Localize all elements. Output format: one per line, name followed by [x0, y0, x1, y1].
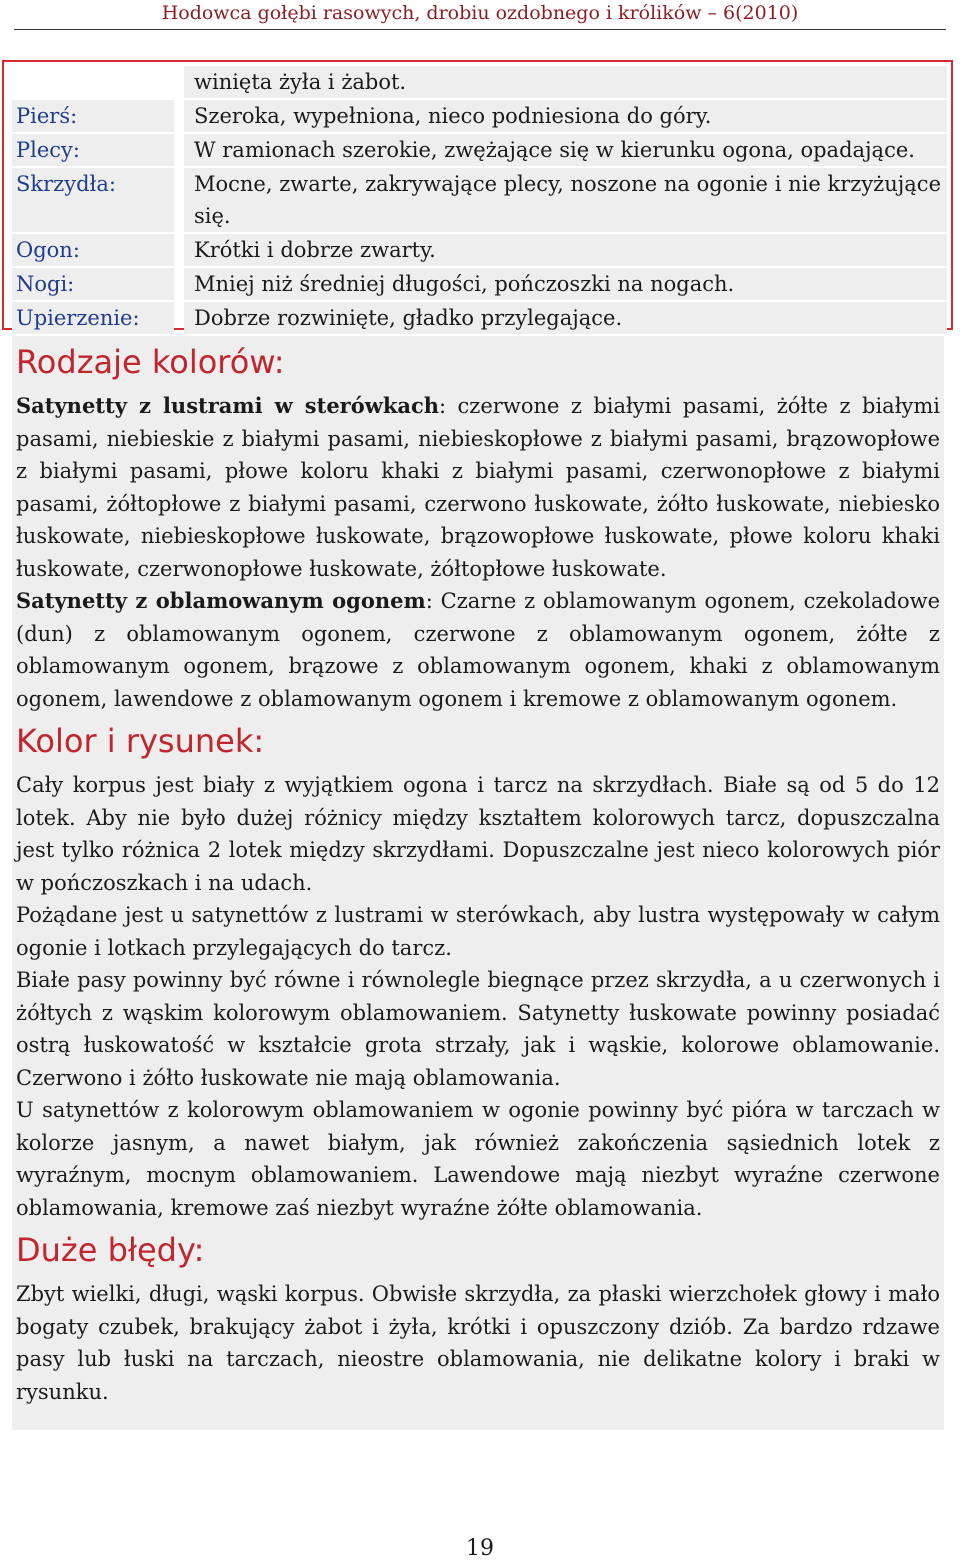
header-rule — [14, 29, 946, 30]
paragraph-text: : czerwone z białymi pasami, żółte z białymi pasami, niebieskie z białymi pasami, niebieskopłowe z białymi pasami, brązowopłowe z białymi pasami, płowe koloru khaki z białymi pasami, czerwonopłowe z białymi pasami, żółtopłowe z białymi pasami, czerwono łuskowate, żółto łuskowate, niebiesko łuskowate, niebieskopłowe łuskowate, brązowopłowe łuskowate, płowe koloru khaki łuskowate, czerwonopłowe łuskowate, żółtopłowe łuskowate. — [16, 394, 940, 581]
trait-row — [12, 100, 947, 132]
trait-row — [12, 134, 947, 166]
running-header: Hodowca gołębi rasowych, drobiu ozdobnego i królików – 6(2010) — [161, 2, 799, 24]
trait-row-continuation — [12, 66, 947, 98]
trait-value: Mocne, zwarte, zakrywające plecy, noszone na ogonie i nie krzyżujące się. — [184, 168, 947, 232]
trait-label: Nogi: — [12, 268, 174, 300]
paragraph: Cały korpus jest biały z wyjątkiem ogona i tarcz na skrzydłach. Białe są od 5 do 12 lotek. Aby nie było dużej różnicy między kształtem kolorowych tarcz, dopuszczalna jest tylko różnica 2 lotek między skrzydłami. Dopuszczalne jest nieco kolorowych piór w pończoszkach i na udach. — [16, 773, 940, 895]
paragraph: Zbyt wielki, długi, wąski korpus. Obwisłe skrzydła, za płaski wierzchołek głowy i mało bogaty czubek, brakujący żabot i żyła, krótki i opuszczony dziób. Za bardzo rdzawe pasy lub łuski na tarczach, nieostre oblamowania, nie delikatne kolory i braki w rysunku. — [16, 1282, 940, 1404]
section-title-pattern: Kolor i rysunek: — [16, 722, 265, 760]
paragraph: Pożądane jest u satynettów z lustrami w sterówkach, aby lustra występowały w całym ogonie i lotkach przylegających do tarcz. — [16, 903, 940, 960]
paragraph: Białe pasy powinny być równe i równolegle biegnące przez skrzydła, a u czerwonych i żółtych z wąskim kolorowym oblamowaniem. Satynetty łuskowate powinny posiadać ostrą łuskowatość w kształcie grota strzały, jak i wąskie, kolorowe oblamowanie. Czerwono i żółto łuskowate nie mają oblamowania. — [16, 968, 940, 1090]
section-title-faults: Duże błędy: — [16, 1231, 205, 1269]
trait-value: winięta żyła i żabot. — [184, 66, 947, 98]
trait-label: Pierś: — [12, 100, 174, 132]
trait-row — [12, 302, 947, 334]
page-number: 19 — [466, 1536, 494, 1561]
section-title-colors: Rodzaje kolorów: — [16, 343, 285, 381]
trait-value: Dobrze rozwinięte, gładko przylegające. — [184, 302, 947, 334]
trait-table — [12, 66, 947, 336]
trait-value: Mniej niż średniej długości, pończoszki na nogach. — [184, 268, 947, 300]
trait-value: W ramionach szerokie, zwężające się w kierunku ogona, opadające. — [184, 134, 947, 166]
trait-label: Plecy: — [12, 134, 174, 166]
trait-row — [12, 168, 947, 232]
bold-term: Satynetty z oblamowanym ogonem — [16, 588, 426, 613]
trait-value: Krótki i dobrze zwarty. — [184, 234, 947, 266]
content-block — [12, 336, 944, 1430]
trait-value: Szeroka, wypełniona, nieco podniesiona do góry. — [184, 100, 947, 132]
trait-row — [12, 234, 947, 266]
trait-label-empty — [12, 66, 174, 98]
paragraph: U satynettów z kolorowym oblamowaniem w ogonie powinny być pióra w tarczach w kolorze jasnym, a nawet białym, jak również zakończenia sąsiednich lotek z wyraźnym, mocnym oblamowaniem. Lawendowe mają niezbyt wyraźne czerwone oblamowania, kremowe zaś niezbyt wyraźne żółte oblamowania. — [16, 1098, 940, 1220]
bold-term: Satynetty z lustrami w sterówkach — [16, 393, 440, 418]
paragraph-mirror-satinettes — [16, 390, 940, 585]
paragraph-text: : Czarne z oblamowanym ogonem, czekoladowe (dun) z oblamowanym ogonem, czerwone z oblamowanym ogonem, żółte z oblamowanym ogonem, brązowe z oblamowanym ogonem, khaki z oblamowanym ogonem, lawendowe z oblamowanym ogonem i kremowe z oblamowanym ogonem. — [16, 589, 940, 711]
trait-label: Ogon: — [12, 234, 174, 266]
trait-label: Skrzydła: — [12, 168, 174, 232]
trait-label: Upierzenie: — [12, 302, 174, 334]
trait-row — [12, 268, 947, 300]
paragraph-laced-tail-satinettes — [16, 585, 940, 715]
